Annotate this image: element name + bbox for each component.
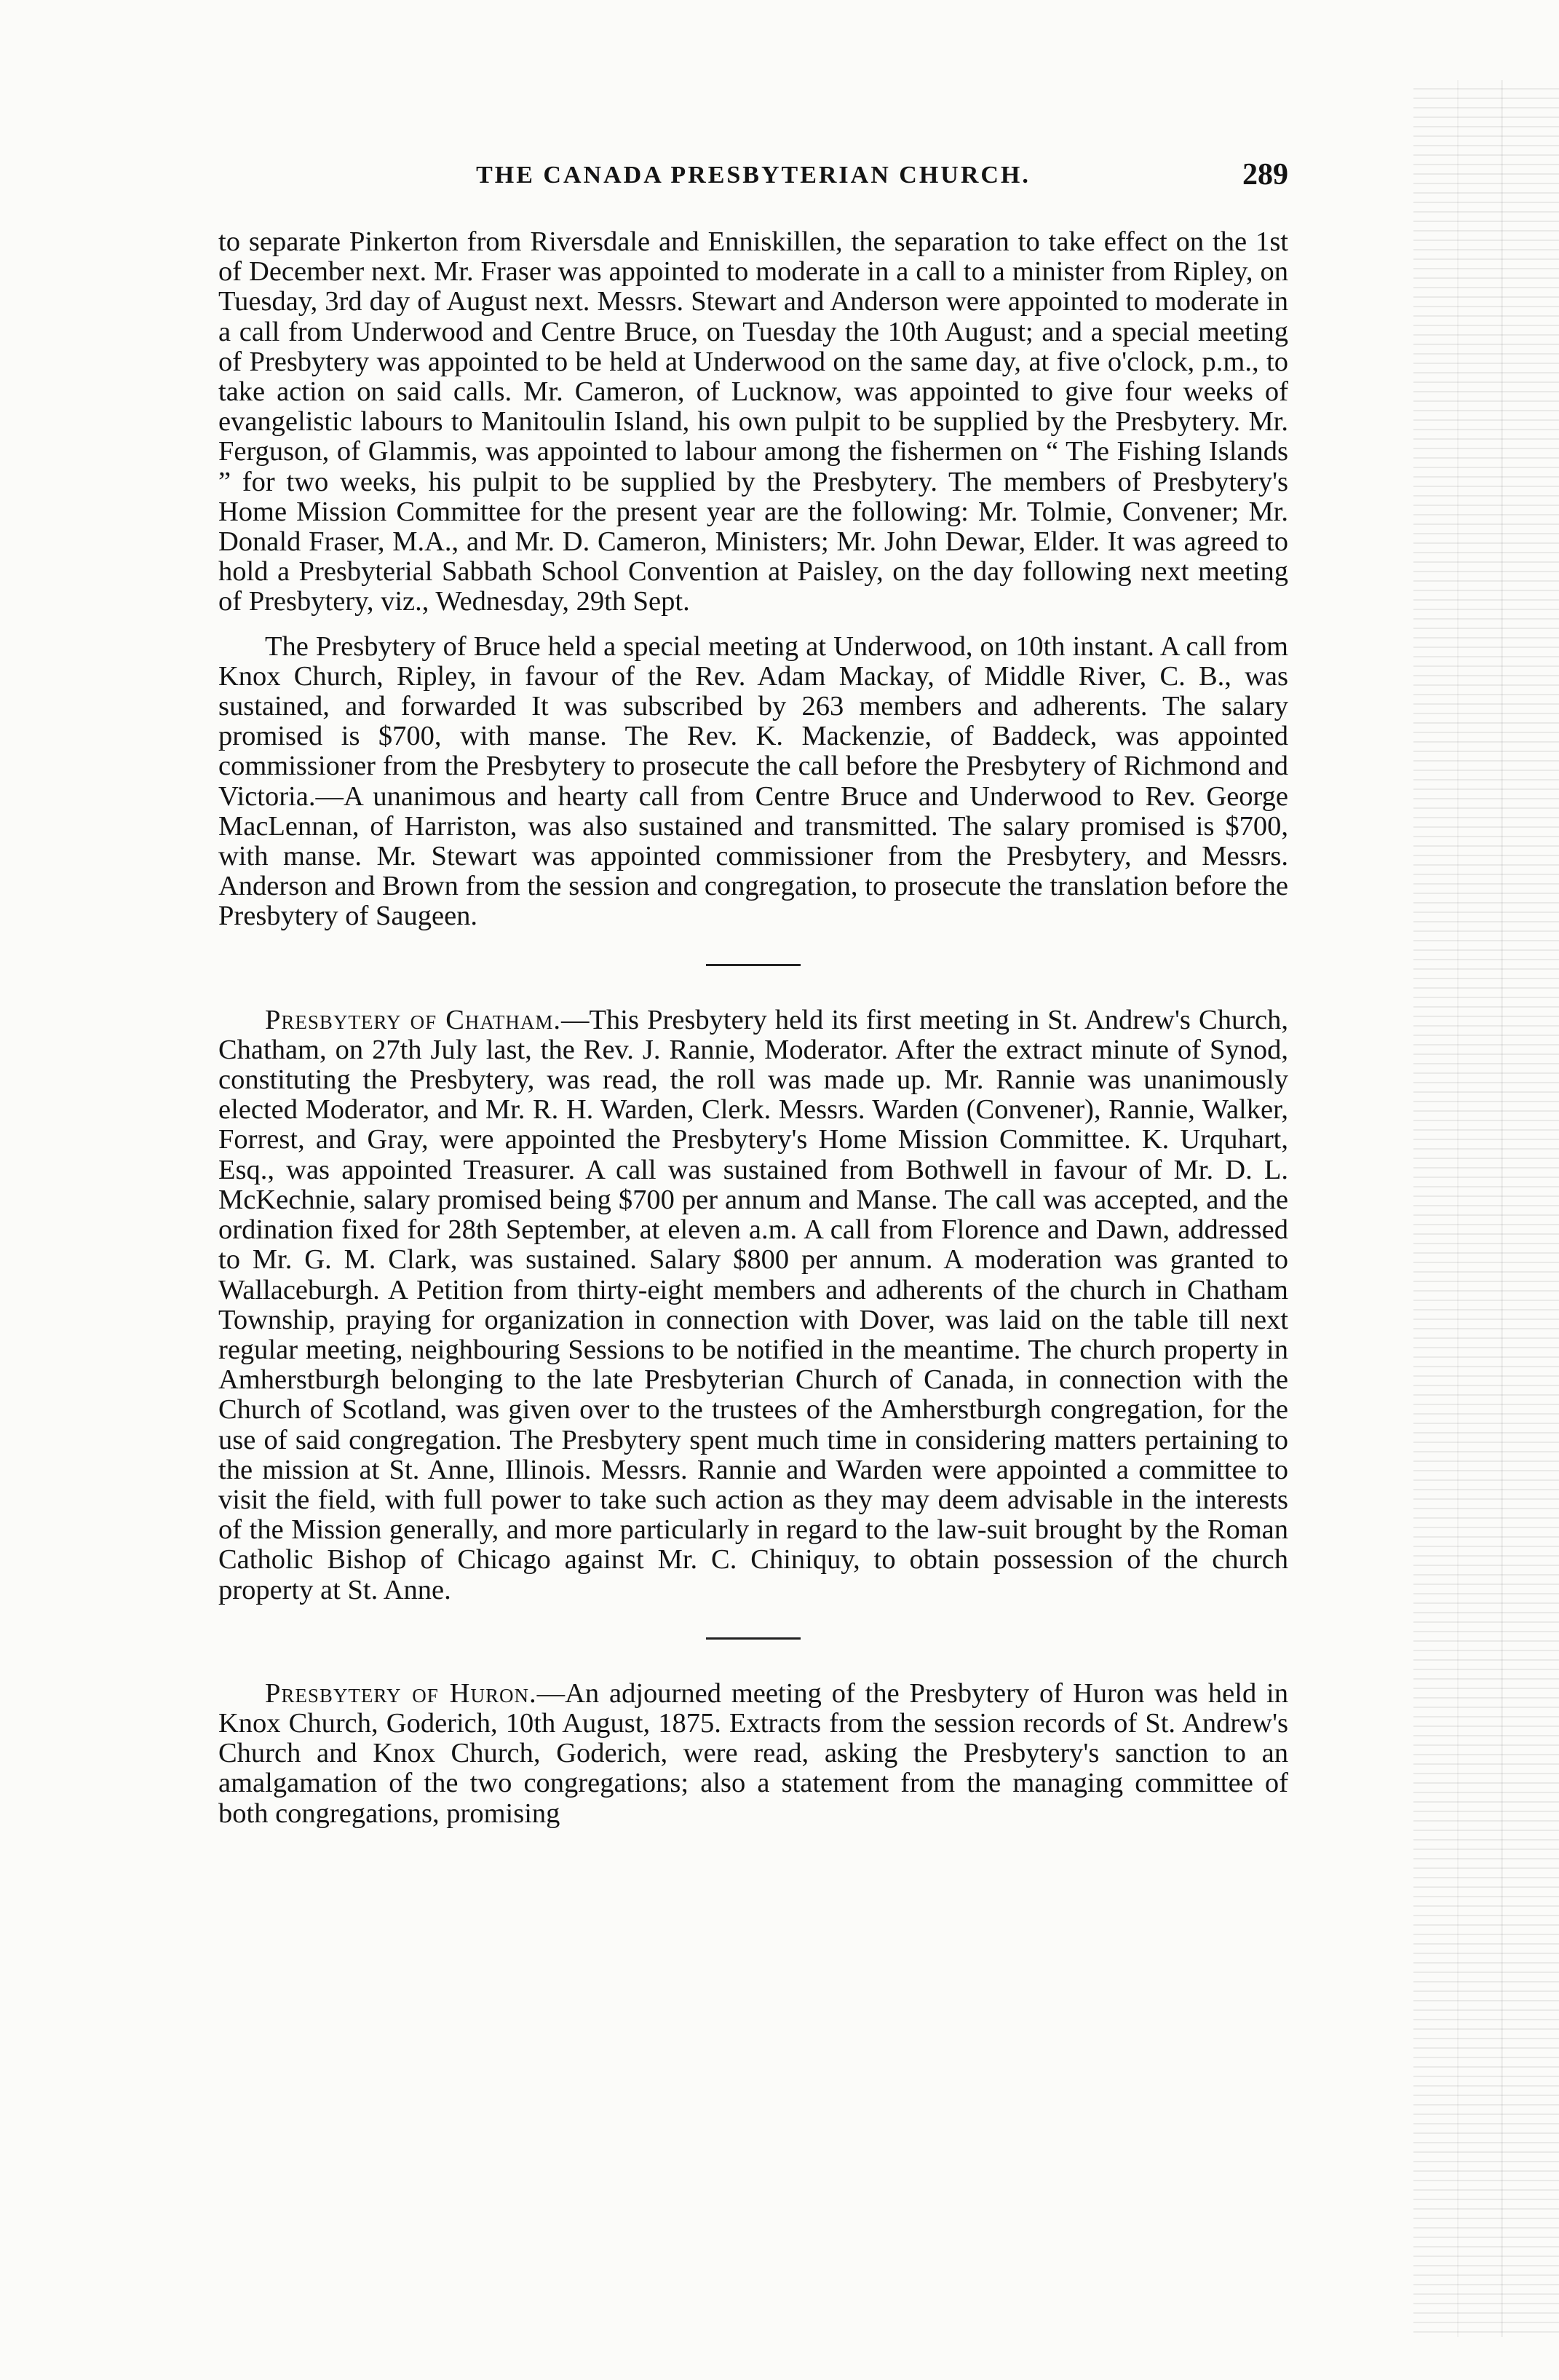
paragraph-chatham (218, 1005, 1288, 1605)
body-text (218, 227, 1288, 1829)
running-head: THE CANADA PRESBYTERIAN CHURCH. (476, 162, 1031, 189)
page-edge-binding (1413, 80, 1559, 2337)
page-number: 289 (1242, 158, 1288, 191)
paragraph-huron (218, 1679, 1288, 1829)
paragraph-bruce-special-meeting: The Presbytery of Bruce held a special meeting at Underwood, on 10th instant. A call from Knox Church, Ripley, in favour of the Rev. Adam Mackay, of Middle River, C. B., was sustained, and forwarded It was subscribed by 263 members and adherents. The salary promised is $700, with manse. The Rev. K. Mackenzie, of Baddeck, was appointed commissioner from the Presbytery to prosecute the call before the Presbytery of Richmond and Victoria.—A unanimous and hearty call from Centre Bruce and Underwood to Rev. George MacLennan, of Harriston, was also sustained and transmitted. The salary promised is $700, with manse. Mr. Stewart was appointed commissioner from the Presbytery, and Messrs. Anderson and Brown from the session and congregation, to prosecute the translation before the Presbytery of Saugeen. (218, 630, 1288, 932)
paragraph-bruce-continued: to separate Pinkerton from Riversdale and Enniskillen, the separation to take effect on the 1st of December next. Mr. Fraser was appointed to moderate in a call to a minister from Ripley, on Tuesday, 3rd day of August next. Messrs. Stewart and Anderson were appointed to moderate in a call from Underwood and Centre Bruce, on Tuesday the 10th August; and a special meeting of Presbytery was appointed to be held at Underwood on the same day, at five o'clock, p.m., to take action on said calls. Mr. Cameron, of Lucknow, was appointed to give four weeks of evangelistic labours to Manitoulin Island, his own pulpit to be supplied by the Presbytery. Mr. Ferguson, of Glammis, was appointed to labour among the fishermen on “ The Fishing Islands ” for two weeks, his pulpit to be supplied by the Presbytery. The members of Presbytery's Home Mission Committee for the present year are the following: Mr. Tolmie, Convener; Mr. Donald Fraser, M.A., and Mr. D. Cameron, Ministers; Mr. John Dewar, Elder. It was agreed to hold a Presbyterial Sabbath School Convention at Paisley, on the day following next meeting of Presbytery, viz., Wednesday, 29th Sept. (218, 226, 1288, 617)
section-heading-huron: Presbytery of Huron. (265, 1677, 537, 1709)
paragraph-huron-text: —An adjourned meeting of the Presbytery of Huron was held in Knox Church, Goderich, 10th August, 1875. Extracts from the session records of St. Andrew's Church and Knox Church, Goderich, were read, asking the Presbytery's sanction to an amalgamation of the two congregations; also a statement from the managing committee of both congregations, promising (218, 1677, 1289, 1829)
section-heading-chatham: Presbytery of Chatham. (265, 1004, 562, 1035)
page-header (218, 158, 1288, 205)
section-divider (706, 1637, 801, 1640)
section-divider (706, 964, 801, 966)
paragraph-chatham-text: —This Presbytery held its first meeting in St. Andrew's Church, Chatham, on 27th July last, the Rev. J. Rannie, Moderator. After the extract minute of Synod, constituting the Presbytery, was read, the roll was made up. Mr. Rannie was unanimously elected Moderator, and Mr. R. H. Warden, Clerk. Messrs. Warden (Convener), Rannie, Walker, Forrest, and Gray, were appointed the Presbytery's Home Mission Committee. K. Urquhart, Esq., was appointed Treasurer. A call was sustained from Bothwell in favour of Mr. D. L. McKechnie, salary promised being $700 per annum and Manse. The call was accepted, and the ordination fixed for 28th September, at eleven a.m. A call from Florence and Dawn, addressed to Mr. G. M. Clark, was sustained. Salary $800 per annum. A moderation was granted to Wallaceburgh. A Petition from thirty-eight members and adherents of the church in Chatham Township, praying for organization in connection with Dover, was laid on the table till next regular meeting, neighbouring Sessions to be notified in the meantime. The church property in Amherstburgh belonging to the late Presbyterian Church of Canada, in connection with the Church of Scotland, was given over to the trustees of the Amherstburgh congregation, for the use of said congregation. The Presbytery spent much time in considering matters pertaining to the mission at St. Anne, Illinois. Messrs. Rannie and Warden were appointed a committee to visit the field, with full power to take such action as they may deem advisable in the interests of the Mission generally, and more particularly in regard to the law-suit brought by the Roman Catholic Bishop of Chicago against Mr. C. Chiniquy, to obtain possession of the church property at St. Anne. (218, 1004, 1288, 1605)
